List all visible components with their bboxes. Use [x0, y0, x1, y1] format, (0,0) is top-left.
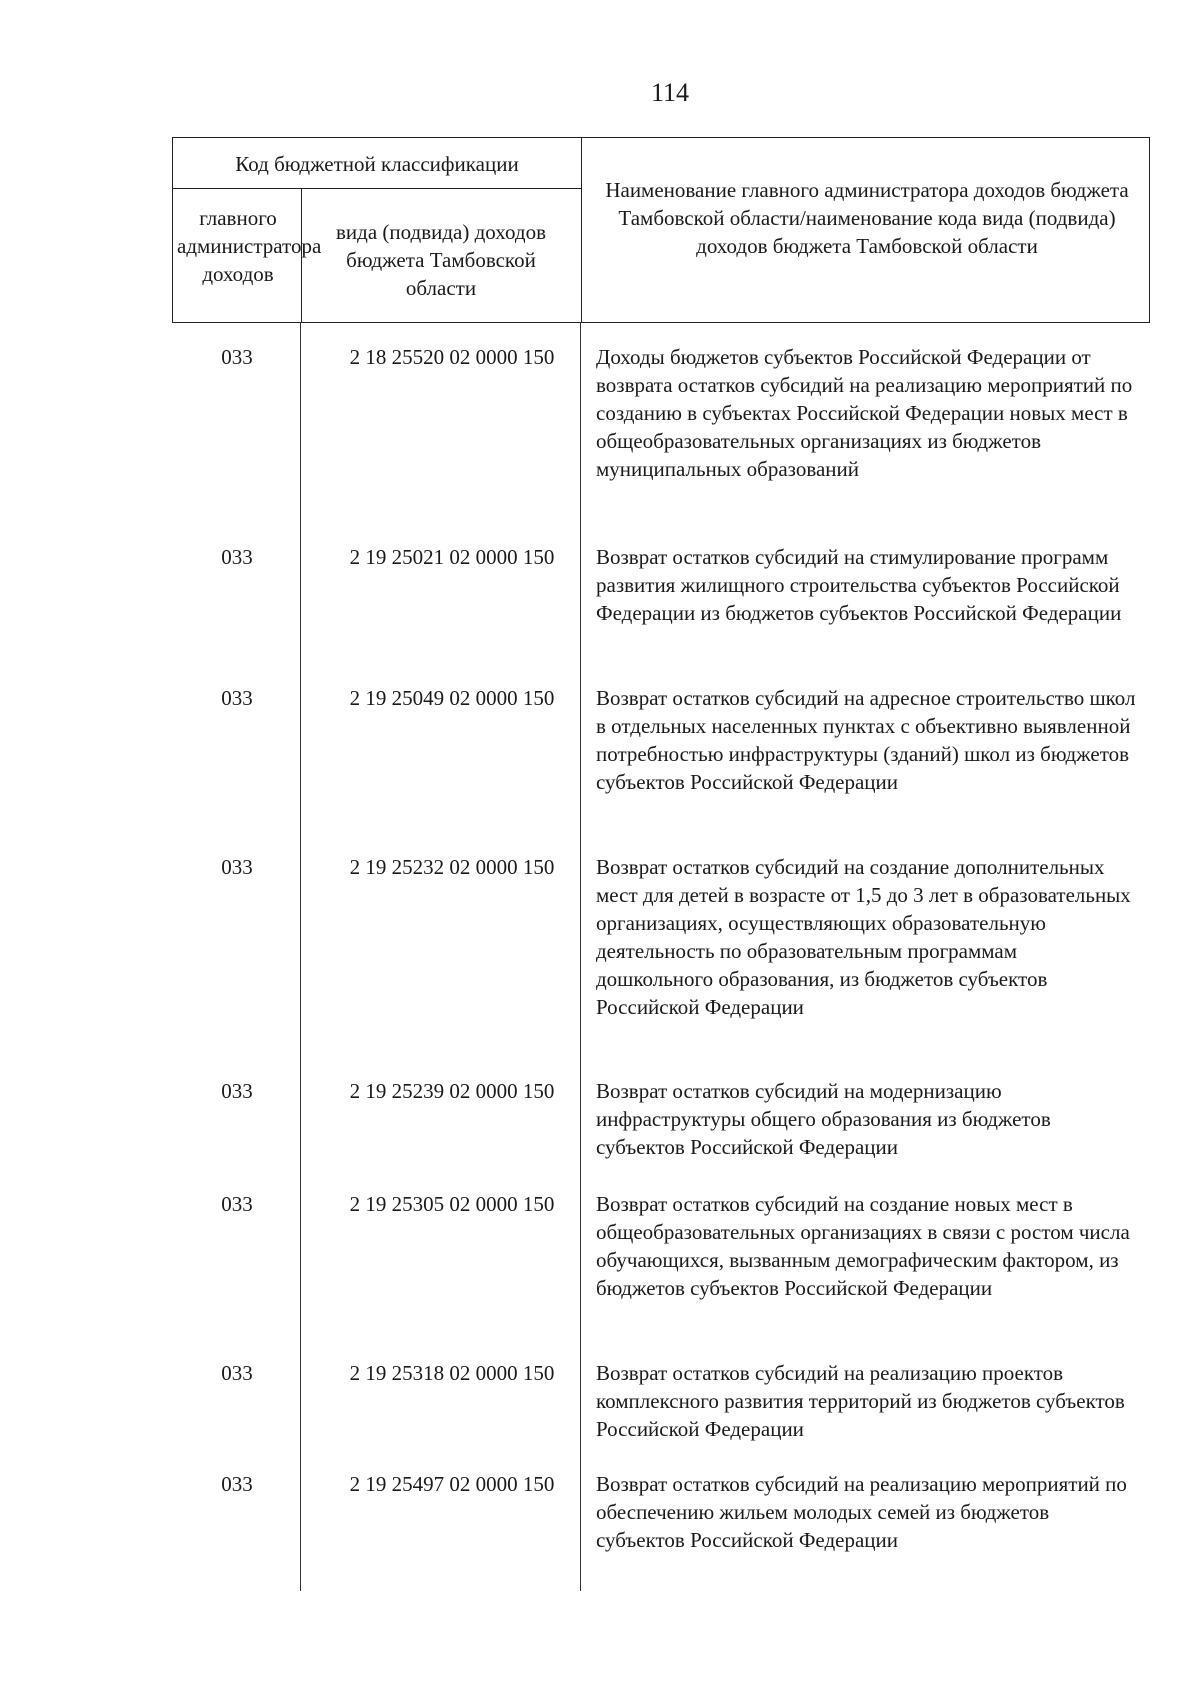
body-divider-code — [580, 323, 581, 1591]
admin-code-cell: 033 — [221, 345, 253, 369]
income-code-cell: 2 19 25021 02 0000 150 — [349, 545, 555, 569]
header-divider-group — [173, 188, 581, 189]
income-code-cell: 2 19 25232 02 0000 150 — [349, 855, 555, 879]
income-code-cell: 2 18 25520 02 0000 150 — [349, 345, 555, 369]
header-divider-code — [581, 138, 582, 322]
admin-code-cell: 033 — [221, 545, 253, 569]
income-name-cell: Возврат остатков субсидий на создание новых мест в общеобразовательных организациях в связи с ростом числа обучающихся, вызванным демографическим фактором, из бюджетов субъектов Российской Федерации — [596, 1192, 1130, 1300]
income-code-cell: 2 19 25305 02 0000 150 — [349, 1192, 555, 1216]
header-col-admin: главного администратора доходов — [177, 206, 322, 286]
page-number: 114 — [650, 78, 690, 107]
header-group-label: Код бюджетной классификации — [235, 152, 519, 176]
income-name-cell: Возврат остатков субсидий на адресное строительство школ в отдельных населенных пунктах с объективно выявленной потребностью инфраструктуры (зданий) школ из бюджетов субъектов Российской Федерации — [596, 686, 1136, 794]
income-code-cell: 2 19 25497 02 0000 150 — [349, 1472, 555, 1496]
income-name-cell: Доходы бюджетов субъектов Российской Федерации от возврата остатков субсидий на реализацию мероприятий по созданию в субъектах Российской Федерации новых мест в общеобразовательных организациях из бюджетов муниципальных образований — [596, 345, 1133, 481]
body-divider-admin — [300, 323, 301, 1591]
table-header — [172, 137, 1150, 323]
income-name-cell: Возврат остатков субсидий на создание дополнительных мест для детей в возрасте от 1,5 до 3 лет в образовательных организациях, осуществляющих образовательную деятельность по образовательным программам дошкольного образования, из бюджетов субъектов Российской Федерации — [596, 855, 1131, 1019]
admin-code-cell: 033 — [221, 1192, 253, 1216]
header-col-name: Наименование главного администратора доходов бюджета Тамбовской области/наименование кода вида (подвида) доходов бюджета Тамбовской области — [605, 178, 1129, 258]
income-code-cell: 2 19 25239 02 0000 150 — [349, 1079, 555, 1103]
income-name-cell: Возврат остатков субсидий на модернизацию инфраструктуры общего образования из бюджетов субъектов Российской Федерации — [596, 1079, 1051, 1159]
admin-code-cell: 033 — [221, 686, 253, 710]
admin-code-cell: 033 — [221, 1472, 253, 1496]
income-name-cell: Возврат остатков субсидий на реализацию мероприятий по обеспечению жильем молодых семей из бюджетов субъектов Российской Федерации — [596, 1472, 1127, 1552]
income-name-cell: Возврат остатков субсидий на стимулирование программ развития жилищного строительства субъектов Российской Федерации из бюджетов субъектов Российской Федерации — [596, 545, 1122, 625]
admin-code-cell: 033 — [221, 855, 253, 879]
header-col-code: вида (подвида) доходов бюджета Тамбовской области — [336, 220, 546, 300]
admin-code-cell: 033 — [221, 1361, 253, 1385]
admin-code-cell: 033 — [221, 1079, 253, 1103]
income-code-cell: 2 19 25318 02 0000 150 — [349, 1361, 555, 1385]
income-code-cell: 2 19 25049 02 0000 150 — [349, 686, 555, 710]
income-name-cell: Возврат остатков субсидий на реализацию проектов комплексного развития территорий из бюджетов субъектов Российской Федерации — [596, 1361, 1125, 1441]
